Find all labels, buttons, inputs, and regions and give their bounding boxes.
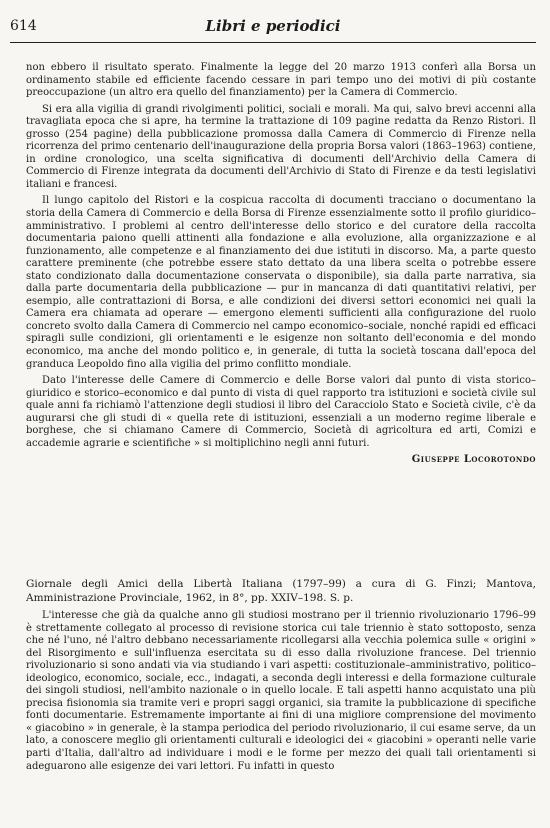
citation: Giornale degli Amici della Libertà Italiana (1797–99) a cura di G. Finzi; Mantova, Amministrazione Provinciale, 1962, in 8°, pp. XXIV–198. S. p. [26, 578, 536, 604]
review-locorotondo [26, 62, 536, 467]
page-number: 614 [10, 18, 37, 34]
reviewer-signature: Giuseppe Locorotondo [411, 454, 536, 466]
paragraph: Si era alla vigilia di grandi rivolgimenti politici, sociali e morali. Ma qui, salvo brevi accenni alla travagliata epoca che si apre, ha termine la trattazione di 109 pagine redatta da Renzo Ristori. Il grosso (254 pagine) della pubblicazione promossa dalla Camera di Commercio di Firenze nella ricorrenza del primo centenario dell'inaugurazione della propria Borsa valori (1863–1963) contiene, in ordine cronologico, una scelta significativa di documenti dell'Archivio della Camera di Commercio di Firenze integrata da documenti dell'Archivio di Stato di Firenze e da testi legislativi italiani e francesi. [26, 103, 536, 190]
paragraph: L'interesse che già da qualche anno gli studiosi mostrano per il triennio rivoluzionario 1796–99 è strettamente collegato al processo di revisione storica cui tale triennio è stato sottoposto, senza che né l'uno, né l'altro debbano necessariamente ricollegarsi alla vecchia polemica sulle « origini » del Risorgimento e sull'influenza esercitata su di esso dalla rivoluzione francese. Del triennio rivoluzionario si sono andati via via studiando i vari aspetti: costituzionale–amministrativo, politico–ideologico, economico, sociale, ecc., indagati, a seconda degli interessi e della formazione culturale dei singoli studiosi, nell'ambito nazionale o in quello locale. E tali aspetti hanno acquistato una più precisa fisionomia sia tramite veri e propri saggi organici, sia tramite la pubblicazione di specifiche fonti documentarie. Estremamente importante ai fini di una migliore comprensione del movimento « giacobino » in generale, è la stampa periodica del periodo rivoluzionario, il cui esame serve, da un lato, a conoscere meglio gli orientamenti culturali e ideologici dei « giacobini » operanti nelle varie parti d'Italia, dall'altro ad individuare i modi e le forme per mezzo dei quali tali orientamenti si adeguarono alle esigenze dei vari lettori. Fu infatti in questo [26, 610, 536, 772]
page-header [10, 16, 536, 43]
bibliographic-entry [26, 578, 536, 605]
paragraph: Il lungo capitolo del Ristori e la cospicua raccolta di documenti tracciano o documentano la storia della Camera di Commercio e della Borsa di Firenze essenzialmente sotto il profilo giuridico–amministrativo. I problemi al centro dell'interesse dello storico e del curatore della raccolta documentaria paiono quelli attinenti alla fondazione e alla evoluzione, alla organizzazione e al funzionamento, alle competenze e al finanziamento dei due istituti in discorso. Ma, a parte questo carattere preminente (che potrebbe essere stato dettato da una libera scelta o potrebbe essere stato condizionato dalla documentazione conservata o disponibile), sia dalla parte narrativa, sia dalla parte documentaria della pubblicazione — pur in mancanza di dati quantitativi relativi, per esempio, alle contrattazioni di Borsa, e alle condizioni dei diversi settori economici nei quali la Camera era chiamata ad operare — emergono elementi sufficienti alla configurazione del ruolo concreto svolto dalla Camera di Commercio nel campo economico–sociale, nonché rapidi ed efficaci spiragli sulle condizioni, gli orientamenti e le esigenze non soltanto dell'economia e del mondo economico, ma anche del mondo politico e, in generale, di tutta la società toscana dall'epoca del granduca Leopoldo fino alla vigilia del primo conflitto mondiale. [26, 195, 536, 370]
paragraph: non ebbero il risultato sperato. Finalmente la legge del 20 marzo 1913 conferì alla Borsa un ordinamento stabile ed efficiente facendo cessare in pari tempo uno dei motivi di più costante preoccupazione (un altro era quello del finanziamento) per la Camera di Commercio. [26, 62, 536, 99]
running-title: Libri e periodici [205, 17, 341, 35]
paragraph: Dato l'interesse delle Camere di Commercio e delle Borse valori dal punto di vista storico–giuridico e storico–economico e dal punto di vista di quel rapporto tra istituzioni e società civile sul quale anni fa richiamò l'attenzione degli studiosi il libro del Caracciolo Stato e Società civile, c'è da augurarsi che gli studi di « quella rete di istituzioni, essenziali a un moderno regime liberale e borghese, che si chiamano Camere di Commercio, Società di agricoltura ed arti, Comizi e accademie agrarie e scientifiche » si moltiplichino negli anni futuri. [26, 375, 536, 449]
review-giornale [26, 610, 536, 773]
